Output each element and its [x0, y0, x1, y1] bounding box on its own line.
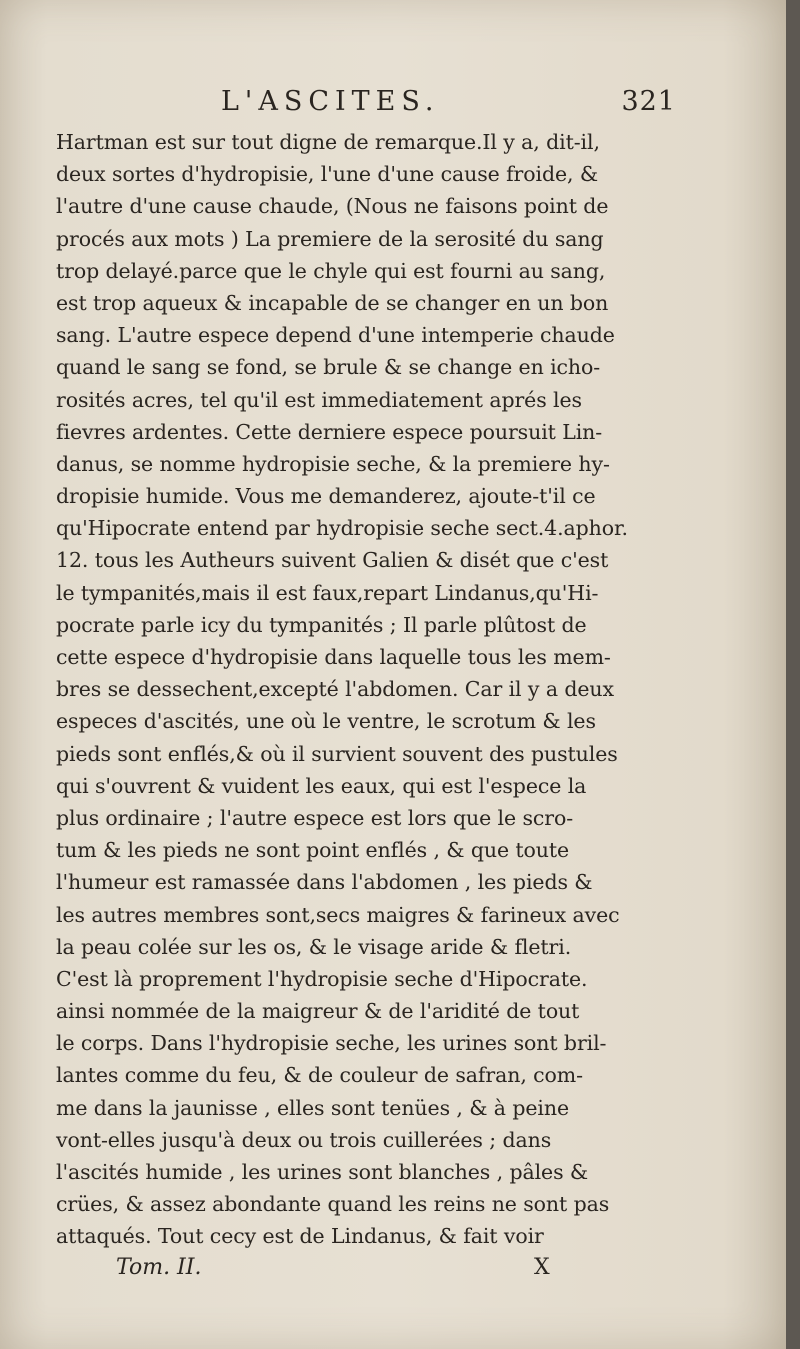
text-line: cette espece d'hydropisie dans laquelle tous les mem-	[56, 645, 611, 669]
text-line: lantes comme du feu, & de couleur de safran, com-	[56, 1063, 583, 1088]
page-text-block	[56, 86, 676, 1291]
text-line: plus ordinaire ; l'autre espece est lors que le scro-	[56, 805, 574, 830]
page-header	[56, 86, 676, 126]
running-title: L'ASCITES.	[221, 86, 440, 117]
text-line: ainsi nommée de la maigreur & de l'aridité de tout	[56, 999, 580, 1024]
text-line: l'ascités humide , les urines sont blanches , pâles &	[56, 1160, 589, 1184]
text-line: C'est là proprement l'hydropisie seche d'Hipocrate.	[56, 966, 588, 991]
scan-edge	[786, 0, 800, 1349]
text-line: tum & les pieds ne sont point enflés , & que toute	[56, 838, 570, 863]
body-text	[56, 126, 676, 1253]
text-line: Hartman est sur tout digne de remarque.Il y a, dit-il,	[56, 130, 600, 154]
volume-label: Tom. II.	[116, 1254, 202, 1280]
text-line: deux sortes d'hydropisie, l'une d'une cause froide, &	[56, 162, 598, 187]
text-line: le corps. Dans l'hydropisie seche, les urines sont bril-	[56, 1031, 607, 1056]
text-line: me dans la jaunisse , elles sont tenües , & à peine	[56, 1095, 569, 1120]
text-line: 12. tous les Autheurs suivent Galien & disét que c'est	[56, 548, 609, 573]
text-line: crües, & assez abondante quand les reins ne sont pas	[56, 1192, 610, 1217]
text-line: qui s'ouvrent & vuident les eaux, qui est l'espece la	[56, 773, 587, 798]
text-line: dropisie humide. Vous me demanderez, ajoute-t'il ce	[56, 484, 596, 509]
text-line: danus, se nomme hydropisie seche, & la premiere hy-	[56, 451, 610, 476]
signature-mark: X	[534, 1254, 550, 1280]
text-line: le tympanités,mais il est faux,repart Lindanus,qu'Hi-	[56, 580, 599, 605]
text-line: l'humeur est ramassée dans l'abdomen , les pieds &	[56, 870, 593, 895]
text-line: rosités acres, tel qu'il est immediatement aprés les	[56, 387, 582, 412]
text-line: trop delayé.parce que le chyle qui est fourni au sang,	[56, 258, 606, 283]
text-line: l'autre d'une cause chaude, (Nous ne faisons point de	[56, 194, 609, 219]
text-line: vont-elles jusqu'à deux ou trois cuillerées ; dans	[56, 1127, 552, 1152]
text-line: bres se dessechent,excepté l'abdomen. Car il y a deux	[56, 677, 614, 702]
text-line: pieds sont enflés,& où il survient souvent des pustules	[56, 741, 618, 766]
text-line: la peau colée sur les os, & le visage aride & fletri.	[56, 934, 572, 959]
page-number: 321	[621, 86, 676, 117]
text-line: fievres ardentes. Cette derniere espece poursuit Lin-	[56, 419, 603, 444]
page-footer	[56, 1255, 676, 1291]
text-line: pocrate parle icy du tympanités ; Il parle plûtost de	[56, 612, 587, 637]
text-line: sang. L'autre espece depend d'une intemperie chaude	[56, 323, 615, 348]
text-line: procés aux mots ) La premiere de la serosité du sang	[56, 226, 604, 251]
text-line: attaqués. Tout cecy est de Lindanus, & fait voir	[56, 1224, 544, 1249]
text-line: especes d'ascités, une où le ventre, le scrotum & les	[56, 709, 596, 734]
text-line: qu'Hipocrate entend par hydropisie seche sect.4.aphor.	[56, 516, 628, 541]
text-line: quand le sang se fond, se brule & se change en icho-	[56, 355, 601, 380]
text-line: est trop aqueux & incapable de se changer en un bon	[56, 290, 609, 315]
text-line: les autres membres sont,secs maigres & farineux avec	[56, 902, 620, 927]
